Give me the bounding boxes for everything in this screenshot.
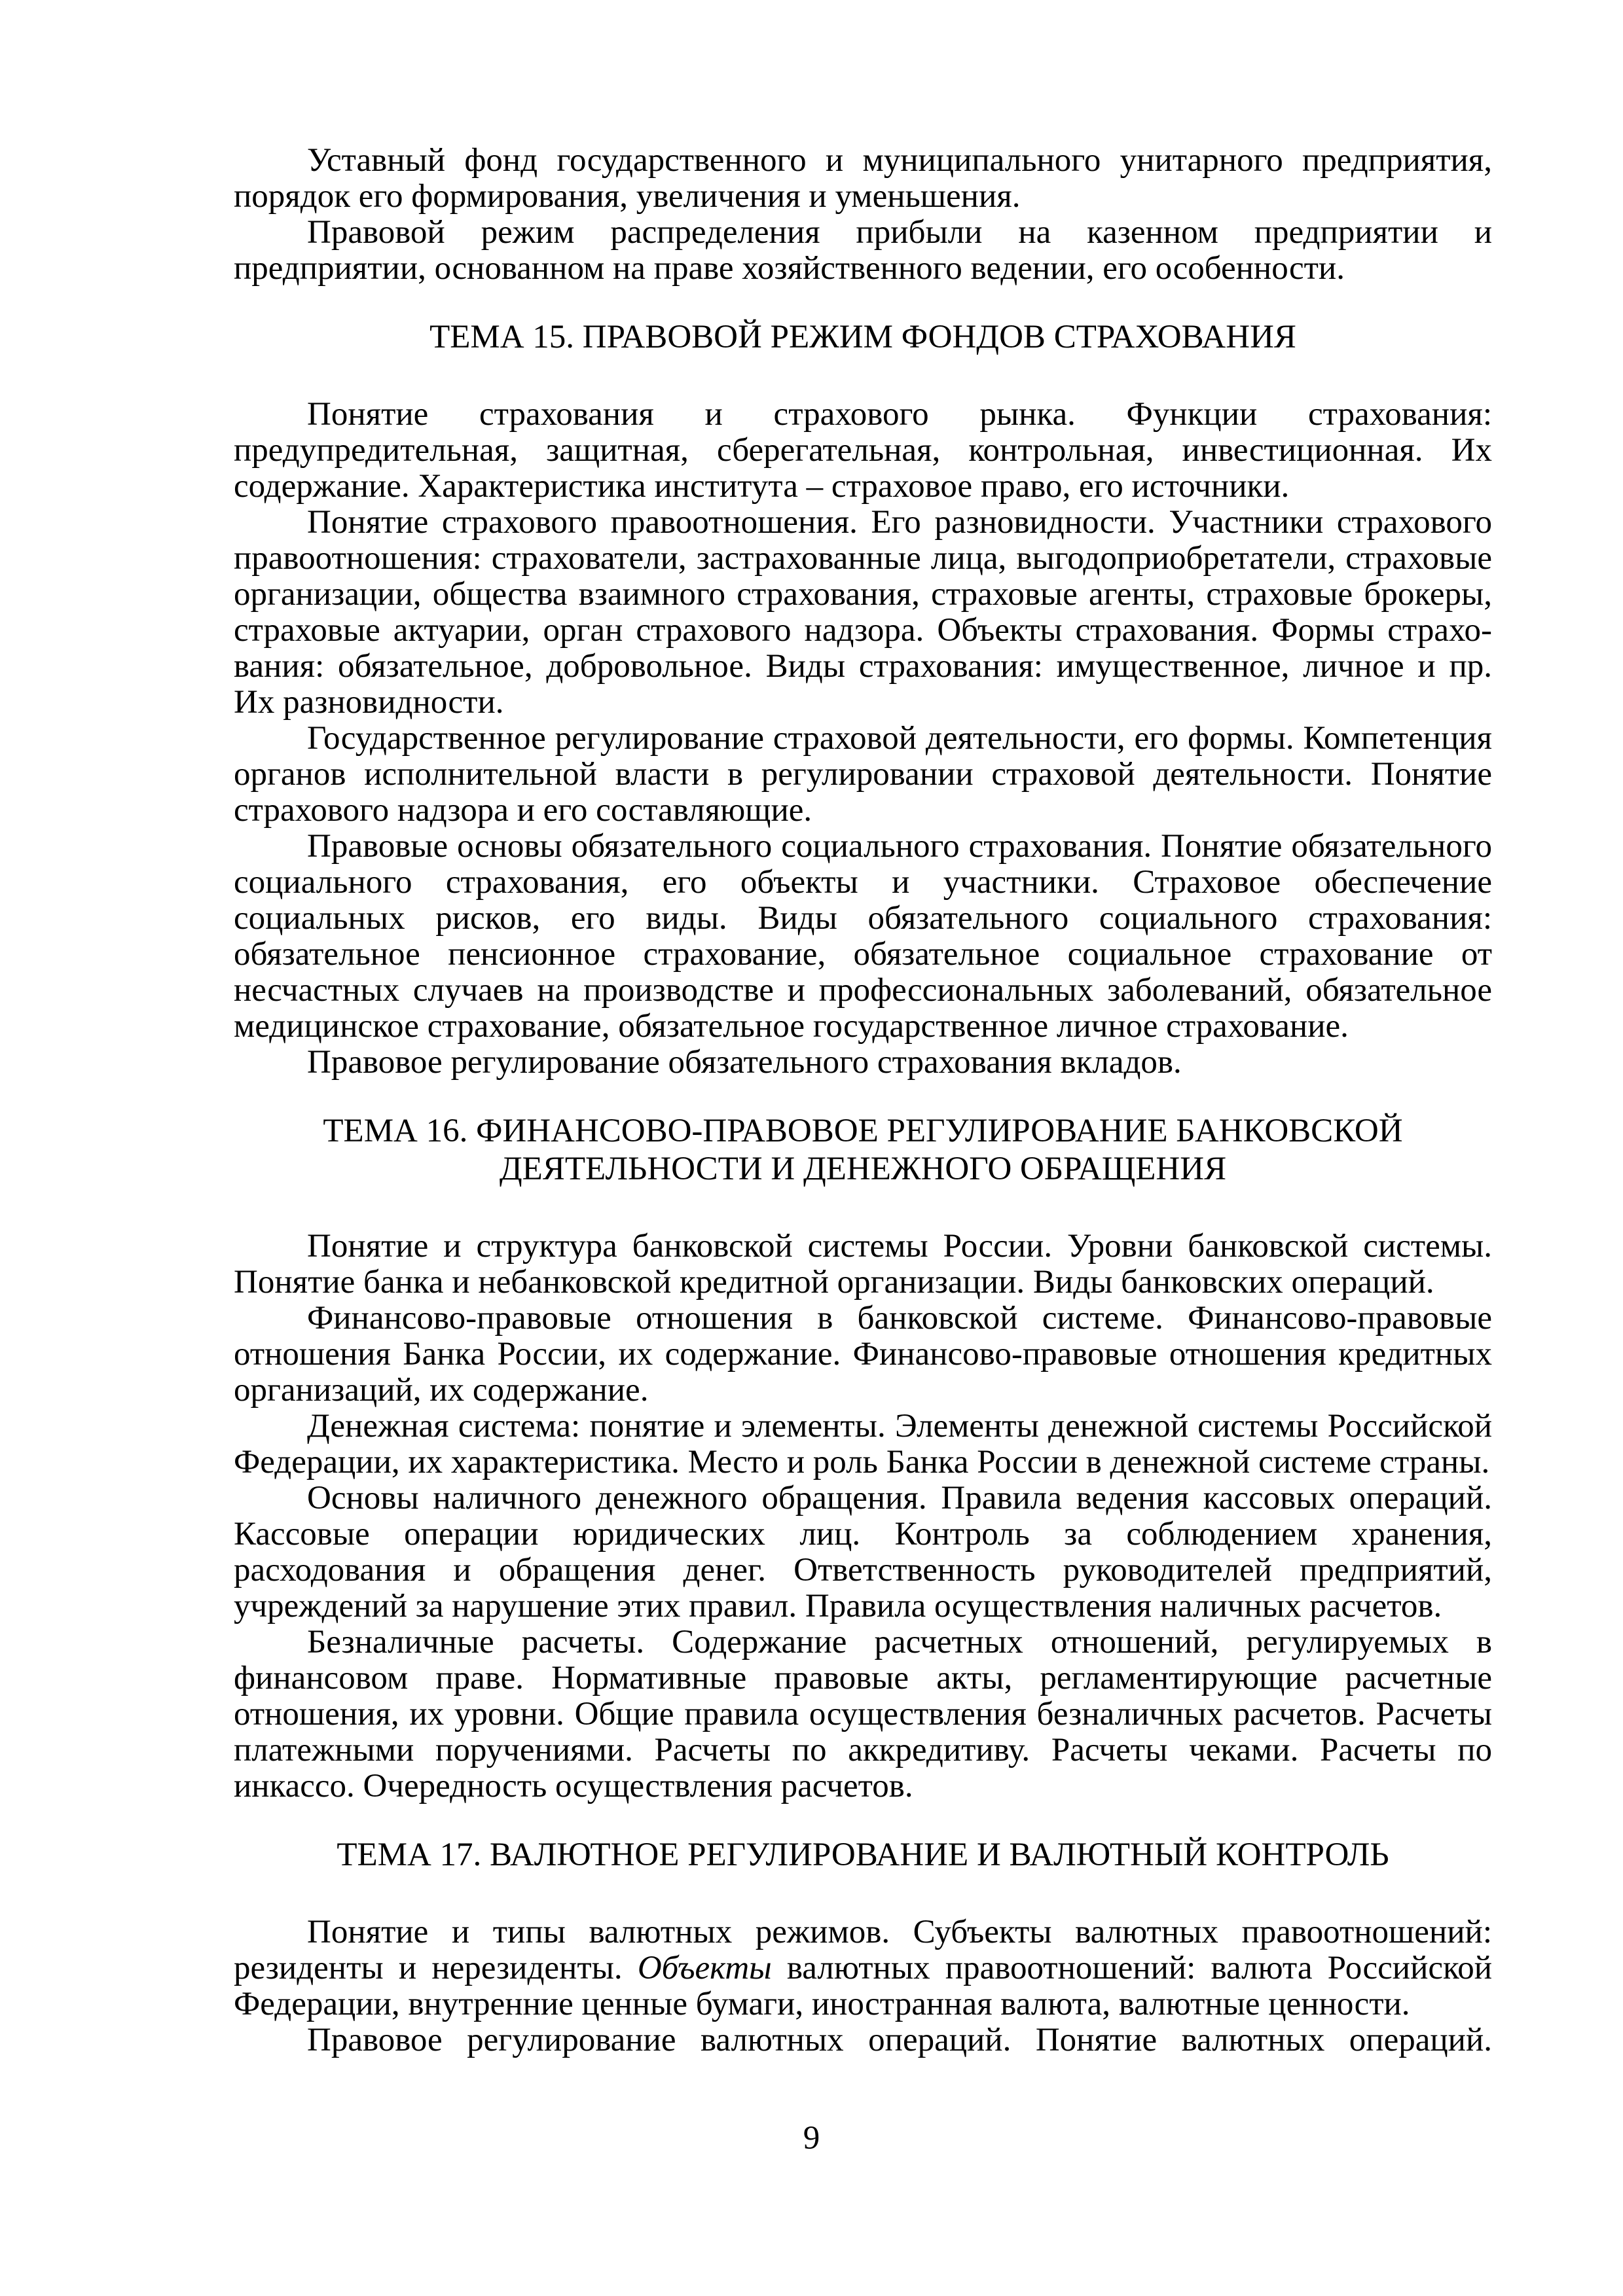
paragraph: Понятие страхового правоотношения. Его разновидности. Участники страхового правоотношения: страхователи, застрахованные лица, выгодоприобретатели, страховые организации, общества взаимного страхования, страховые агенты, страховые брокеры, страховые актуарии, орган страхового надзора. Объекты страхования. Формы страхо-вания: обязательное, добровольное. Виды страхования: имущественное, личное и пр. Их разновидности. [234, 504, 1492, 721]
heading-line: ДЕЯТЕЛЬНОСТИ И ДЕНЕЖНОГО ОБРАЩЕНИЯ [499, 1151, 1227, 1187]
paragraph: Понятие и структура банковской системы России. Уровни банковской системы. Понятие банка и небанковской кредитной организации. Виды банковских операций. [234, 1228, 1492, 1300]
paragraph: Правовой режим распределения прибыли на казенном предприятии и предприятии, основанном на праве хозяйственного ведении, его особенности. [234, 214, 1492, 287]
paragraph: Правовое регулирование обязательного страхования вкладов. [307, 1044, 1182, 1081]
text: валютных правоотношений: валюта Российской Федерации, внутренние ценные бумаги, иностранная валюта, валютные ценности. [234, 1950, 1492, 2022]
text: Понятие и типы валютных режимов. Субъекты валютных правоотношений: резиденты и нерезиденты. [234, 1914, 1492, 1986]
paragraph: Правовое регулирование валютных операций. Понятие валютных операций. [307, 2022, 1492, 2058]
paragraph: Безналичные расчеты. Содержание расчетных отношений, регулируемых в финансовом праве. Нормативные правовые акты, регламентирующие расчетные отношения, их уровни. Общие правила осуществления безналичных расчетов. Расчеты платежными поручениями. Расчеты по аккредитиву. Расчеты чеками. Расчеты по инкассо. Очередность осуществления расчетов. [234, 1624, 1492, 1804]
paragraph: Уставный фонд государственного и муниципального унитарного предприятия, порядок его формирования, увеличения и уменьшения. [234, 142, 1492, 215]
paragraph: Основы наличного денежного обращения. Правила ведения кассовых операций. Кассовые операции юридических лиц. Контроль за соблюдением хранения, расходования и обращения денег. Ответственность руководителей предприятий, учреждений за нарушение этих правил. Правила осуществления наличных расчетов. [234, 1480, 1492, 1624]
paragraph [234, 1914, 1492, 2022]
topic-15-heading: ТЕМА 15. ПРАВОВОЙ РЕЖИМ ФОНДОВ СТРАХОВАНИЯ [429, 319, 1296, 355]
topic-17-heading: ТЕМА 17. ВАЛЮТНОЕ РЕГУЛИРОВАНИЕ И ВАЛЮТНЫЙ КОНТРОЛЬ [337, 1837, 1389, 1873]
paragraph: Финансово-правовые отношения в банковской системе. Финансово-правовые отношения Банка России, их содержание. Финансово-правовые отношения кредитных организаций, их содержание. [234, 1300, 1492, 1408]
paragraph: Понятие страхования и страхового рынка. Функции страхования: предупредительная, защитная, сберегательная, контрольная, инвестиционная. Их содержание. Характеристика института – страховое право, его источники. [234, 396, 1492, 505]
paragraph: Правовые основы обязательного социального страхования. Понятие обязательного социального страхования, его объекты и участники. Страховое обеспечение социальных рисков, его виды. Виды обязательного социального страхования: обязательное пенсионное страхование, обязательное социальное страхование от несчастных случаев на производстве и профессиональных заболеваний, обязательное медицинское страхование, обязательное государственное личное страхование. [234, 828, 1492, 1045]
topic-16-heading [234, 1112, 1492, 1188]
heading-line: ТЕМА 16. ФИНАНСОВО-ПРАВОВОЕ РЕГУЛИРОВАНИЕ БАНКОВСКОЙ [323, 1113, 1403, 1149]
page-number: 9 [803, 2120, 820, 2157]
italic-term: Объекты [637, 1950, 772, 1986]
page-body [234, 143, 1492, 2058]
paragraph: Государственное регулирование страховой деятельности, его формы. Компетенция органов исполнительной власти в регулировании страховой деятельности. Понятие страхового надзора и его составляющие. [234, 720, 1492, 829]
paragraph: Денежная система: понятие и элементы. Элементы денежной системы Российской Федерации, их характеристика. Место и роль Банка России в денежной системе страны. [234, 1408, 1492, 1480]
